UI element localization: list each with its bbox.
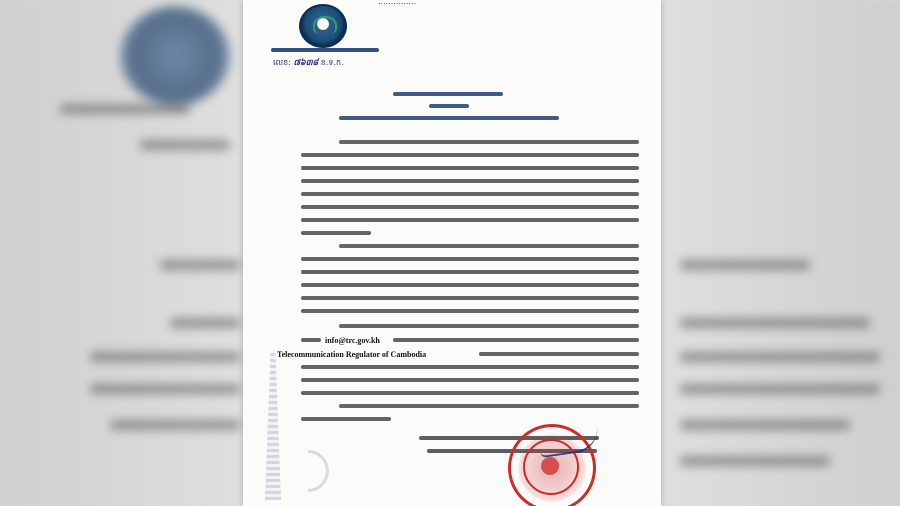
body-text-line (301, 283, 639, 287)
background-logo-blur (120, 6, 230, 106)
document-title-line-3 (339, 116, 559, 120)
document-title-line-1 (393, 92, 503, 96)
background-text-blur (170, 318, 240, 328)
background-text-blur (60, 104, 190, 114)
body-text-line (393, 338, 639, 342)
body-text-line (301, 417, 391, 421)
body-text-line (301, 338, 321, 342)
document-page (243, 0, 661, 506)
reference-number (273, 57, 344, 69)
background-text-blur (160, 260, 240, 270)
background-text-blur (680, 456, 830, 466)
background-text-blur (110, 420, 240, 430)
background-text-blur (680, 384, 880, 394)
body-text-line (301, 166, 639, 170)
background-text-blur (90, 352, 240, 362)
issuer-name (271, 46, 381, 50)
background-text-blur (680, 352, 880, 362)
background-text-blur (680, 420, 850, 430)
background-text-blur (680, 260, 810, 270)
signal-waves-watermark-icon (278, 441, 337, 500)
body-text-line (339, 404, 639, 408)
body-text-line (301, 365, 639, 369)
document-title-line-2 (429, 104, 469, 108)
body-text-line (301, 378, 639, 382)
body-text-line (301, 309, 639, 313)
background-text-blur (140, 140, 230, 150)
body-text-line (301, 153, 639, 157)
body-text-line (479, 352, 639, 356)
body-text-line (301, 231, 371, 235)
telecom-tower-watermark-icon (265, 350, 281, 500)
body-text-line (301, 192, 639, 196)
body-text-line (339, 324, 639, 328)
reference-value: ៧៦៣៨ (293, 58, 319, 67)
seal-emblem-icon (541, 457, 559, 475)
reference-suffix: ន.ទ.ក. (320, 58, 344, 67)
contact-email: info@trc.gov.kh (325, 336, 380, 345)
organization-name-english: Telecommunication Regulator of Cambodia (277, 350, 427, 359)
trc-logo-icon (299, 4, 347, 48)
body-text-line (301, 218, 639, 222)
body-text-line (339, 140, 639, 144)
body-text-line (301, 257, 639, 261)
issuer-name-line (271, 48, 379, 52)
body-text-line (301, 205, 639, 209)
body-text-line (301, 296, 639, 300)
background-text-blur (90, 384, 240, 394)
body-text-line (301, 179, 639, 183)
reference-prefix: លេខ: (273, 58, 291, 67)
body-text-line (301, 391, 639, 395)
background-text-blur (680, 318, 870, 328)
body-text-line (301, 270, 639, 274)
body-text-line (339, 244, 639, 248)
letterhead-top-text: ............... (378, 0, 417, 6)
